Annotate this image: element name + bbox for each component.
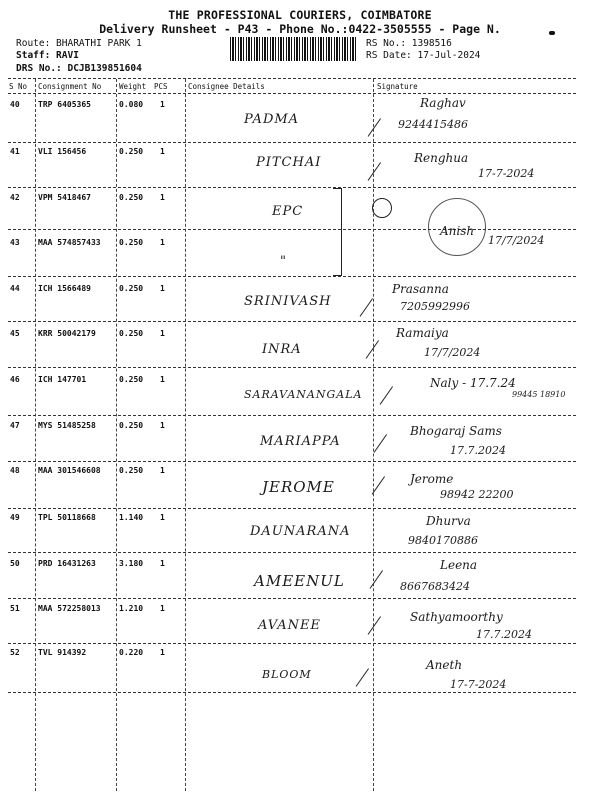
rs-date: RS Date: 17-Jul-2024 [366, 50, 481, 61]
row-pcs: 1 [160, 329, 165, 338]
checkmark-icon [368, 616, 381, 635]
row-weight: 0.250 [119, 238, 144, 247]
row-consignment: MAA 574857433 [38, 238, 101, 247]
row-pcs: 1 [160, 604, 165, 613]
consignee-name: EPC [272, 204, 304, 219]
row-pcs: 1 [160, 421, 165, 430]
row-divider [8, 321, 576, 322]
row-pcs: 1 [160, 375, 165, 384]
row-sno: 42 [10, 193, 20, 202]
signature: Sathyamoorthy [410, 610, 503, 624]
consignee-name: DAUNARANA [250, 524, 351, 539]
row-consignment: TRP 6405365 [38, 100, 91, 109]
consignee-name: AVANEE [258, 618, 321, 633]
row-sno: 52 [10, 648, 20, 657]
consignee-name: PITCHAI [256, 155, 322, 170]
col-header-pcs: PCS [154, 82, 168, 91]
row-sno: 47 [10, 421, 20, 430]
circled-mark [372, 198, 392, 218]
row-divider [8, 461, 576, 462]
row-weight: 1.210 [119, 604, 144, 613]
signature-note: 17-7-2024 [450, 678, 507, 691]
checkmark-icon [356, 668, 369, 687]
signature: Naly - 17.7.24 [430, 376, 516, 390]
col-header-sno: S No [9, 82, 28, 91]
consignee-name: MARIAPPA [260, 434, 341, 449]
row-divider [8, 187, 576, 188]
row-consignment: MAA 301546608 [38, 466, 101, 475]
row-weight: 0.250 [119, 147, 144, 156]
row-consignment: KRR 50042179 [38, 329, 96, 338]
row-weight: 0.250 [119, 421, 144, 430]
signature: Aneth [426, 658, 463, 672]
row-sno: 41 [10, 147, 20, 156]
row-sno: 49 [10, 513, 20, 522]
consignee-name: PADMA [244, 112, 300, 127]
col-header-weight: Weight [119, 82, 147, 91]
checkmark-icon [380, 386, 393, 405]
row-sno: 48 [10, 466, 20, 475]
row-pcs: 1 [160, 559, 165, 568]
row-weight: 3.180 [119, 559, 144, 568]
checkmark-icon [368, 162, 381, 181]
row-consignment: VLI 156456 [38, 147, 87, 156]
consignee-name: INRA [262, 342, 302, 357]
signature: Leena [440, 558, 478, 572]
signature-note: 9244415486 [398, 118, 468, 131]
row-pcs: 1 [160, 513, 165, 522]
consignee-name: SARAVANANGALA [244, 388, 363, 401]
signature-note: 98942 22200 [440, 488, 514, 501]
column-divider [116, 79, 117, 791]
signature: Renghua [414, 151, 469, 165]
signature-note: 17.7.2024 [450, 444, 506, 457]
row-consignment: MYS 51485258 [38, 421, 96, 430]
row-pcs: 1 [160, 147, 165, 156]
signature: Bhogaraj Sams [410, 424, 502, 438]
row-sno: 50 [10, 559, 20, 568]
signature-note: 7205992996 [400, 300, 470, 313]
runsheet-subtitle: Delivery Runsheet - P43 - Phone No.:0422-3505555 - Page N. [99, 22, 501, 36]
row-pcs: 1 [160, 284, 165, 293]
table-header-rule [8, 93, 576, 94]
drs-number: DRS No.: DCJB139851604 [16, 63, 142, 74]
row-divider [8, 692, 576, 693]
row-divider [8, 508, 576, 509]
row-divider [8, 552, 576, 553]
col-header-signature: Signature [377, 82, 418, 91]
row-pcs: 1 [160, 100, 165, 109]
route-label: Route: BHARATHI PARK 1 [16, 38, 142, 49]
checkmark-icon [360, 298, 373, 317]
row-consignment: TPL 50118668 [38, 513, 96, 522]
signature-note: 17-7-2024 [478, 167, 535, 180]
consignee-name: SRINIVASH [244, 294, 332, 309]
row-divider [8, 229, 576, 230]
column-divider [185, 79, 186, 791]
signature-note: 99445 18910 [512, 390, 566, 399]
rs-number: RS No.: 1398516 [366, 38, 452, 49]
signature: Dhurva [426, 514, 471, 528]
row-pcs: 1 [160, 648, 165, 657]
row-weight: 1.140 [119, 513, 144, 522]
checkmark-icon [370, 570, 383, 589]
row-divider [8, 643, 576, 644]
barcode [230, 37, 356, 61]
company-title: THE PROFESSIONAL COURIERS, COIMBATORE [168, 8, 432, 22]
row-sno: 43 [10, 238, 20, 247]
column-divider [35, 79, 36, 791]
signature-note: 17/7/2024 [488, 234, 545, 247]
row-divider [8, 142, 576, 143]
row-consignment: ICH 147701 [38, 375, 87, 384]
row-weight: 0.250 [119, 329, 144, 338]
signature-note: 9840170886 [408, 534, 478, 547]
signature: Ramaiya [396, 326, 449, 340]
consignee-name: " [280, 254, 287, 269]
checkmark-icon [374, 434, 387, 453]
row-consignment: VPM 5418467 [38, 193, 91, 202]
consignee-name: AMEENUL [254, 572, 345, 590]
col-header-consignee: Consignee Details [188, 82, 265, 91]
row-consignment: TVL 914392 [38, 648, 87, 657]
row-consignment: PRD 16431263 [38, 559, 96, 568]
signature: Jerome [410, 472, 454, 486]
row-divider [8, 598, 576, 599]
row-weight: 0.220 [119, 648, 144, 657]
row-pcs: 1 [160, 466, 165, 475]
signature: Raghav [420, 96, 466, 110]
grouping-bracket [333, 188, 342, 276]
row-consignment: MAA 572258013 [38, 604, 101, 613]
row-divider [8, 415, 576, 416]
row-sno: 40 [10, 100, 20, 109]
row-weight: 0.250 [119, 466, 144, 475]
signature-note: 17/7/2024 [424, 346, 481, 359]
consignee-name: JEROME [262, 478, 335, 496]
row-divider [8, 367, 576, 368]
checkmark-icon [368, 118, 381, 137]
row-weight: 0.250 [119, 193, 144, 202]
column-divider [373, 79, 374, 791]
staff-label: Staff: RAVI [16, 50, 79, 61]
page-mark [549, 31, 555, 35]
row-weight: 0.250 [119, 284, 144, 293]
row-pcs: 1 [160, 238, 165, 247]
row-weight: 0.250 [119, 375, 144, 384]
row-weight: 0.080 [119, 100, 144, 109]
signature: Anish [440, 224, 475, 238]
table-top-rule [8, 78, 576, 79]
col-header-consignment: Consignment No [38, 82, 102, 91]
row-divider [8, 276, 576, 277]
row-sno: 45 [10, 329, 20, 338]
consignee-name: BLOOM [262, 668, 312, 681]
row-pcs: 1 [160, 193, 165, 202]
signature-note: 8667683424 [400, 580, 470, 593]
row-sno: 51 [10, 604, 20, 613]
signature-note: 17.7.2024 [476, 628, 532, 641]
row-sno: 46 [10, 375, 20, 384]
signature: Prasanna [392, 282, 449, 296]
row-sno: 44 [10, 284, 20, 293]
row-consignment: ICH 1566489 [38, 284, 91, 293]
